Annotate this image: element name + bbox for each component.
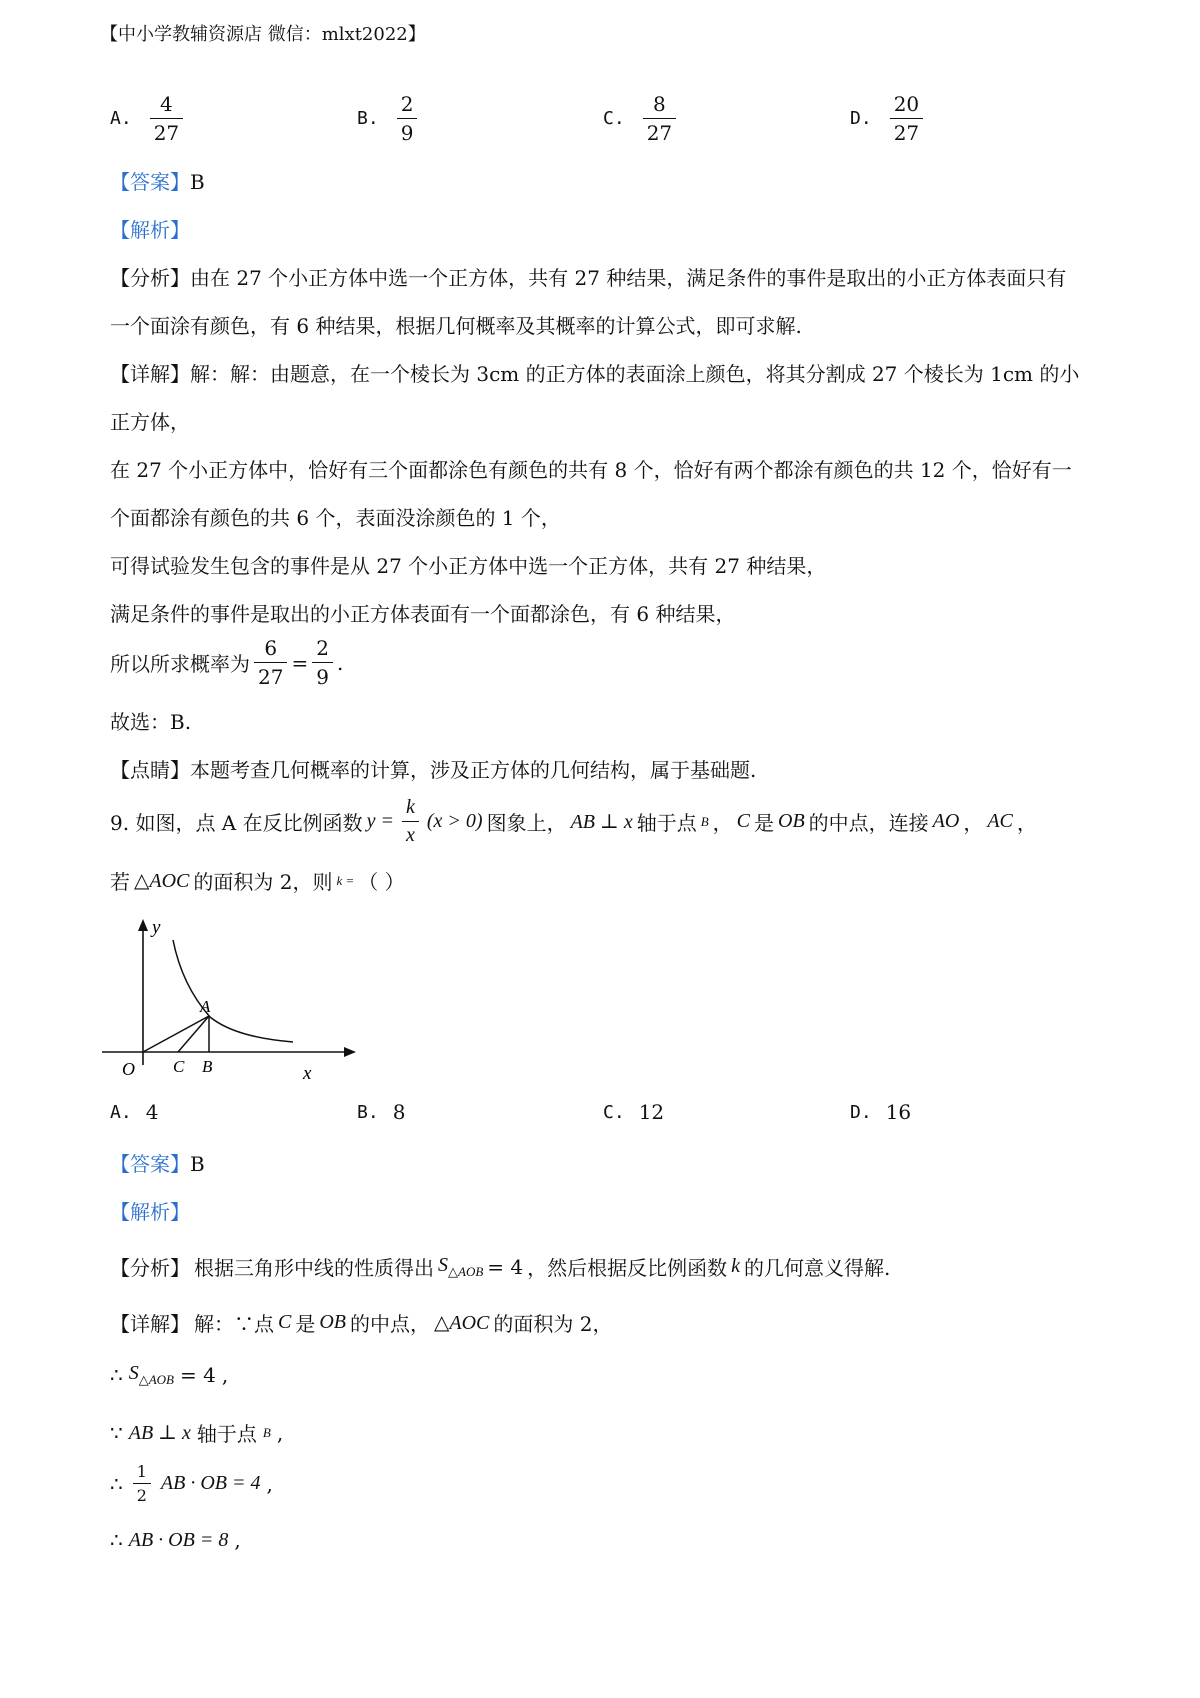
q8-xiangjie-3: 在 27 个小正方体中，恰好有三个面都涂色有颜色的共有 8 个，恰好有两个都涂有颜色的共 12 个，恰好有一 [110, 458, 1072, 482]
q8-fenxi-1 [110, 262, 1066, 291]
math-expr: △AOC [134, 870, 190, 892]
fenxi-text: 由在 27 个小正方体中选一个正方体，共有 27 种结果，满足条件的事件是取出的小正方体表面只有 [190, 266, 1067, 290]
q8-xiangjie-5: 可得试验发生包含的事件是从 27 个小正方体中选一个正方体，共有 27 种结果， [110, 554, 827, 578]
equals-sign: = [291, 650, 309, 675]
hyperbola-curve [173, 940, 293, 1042]
answer-value: B [190, 1152, 205, 1176]
q8-option-a [110, 92, 187, 145]
area-subscript: △AOB [138, 1372, 175, 1387]
q8-option-b [357, 92, 421, 145]
domain-condition: (x > 0) [426, 810, 483, 832]
q9-stem-2 [110, 866, 405, 895]
math-expr: B [700, 813, 709, 829]
punct: , [266, 1471, 273, 1496]
fraction [397, 92, 418, 145]
fraction-half [133, 1462, 151, 1505]
label-C: C [173, 1057, 185, 1076]
watermark: 【中小学教辅资源店 微信：mlxt2022】 [100, 24, 426, 45]
xiangjie-text: 的中点， [350, 1312, 431, 1336]
q8-xiangjie-4: 个面都涂有颜色的共 6 个，表面没涂颜色的 1 个， [110, 506, 561, 530]
fraction [150, 92, 183, 145]
because-symbol: ∵ [110, 1420, 123, 1445]
xiangjie-text: 解：∵点 [194, 1312, 274, 1336]
xiangjie-text: 轴于点 [196, 1422, 257, 1446]
q8-dianjing [110, 754, 756, 783]
stem-text: ， [963, 811, 984, 835]
numerator: 2 [316, 636, 329, 660]
option-label: C. [603, 1101, 625, 1123]
math-expr: k = [336, 872, 355, 888]
q9-xiangjie-3 [110, 1418, 283, 1447]
q8-option-c [603, 92, 680, 145]
jiexi-tag: 【解析】 [110, 1200, 190, 1224]
q8-xiangjie-2: 正方体， [110, 410, 190, 434]
q8-xiangjie-7 [110, 636, 343, 689]
xiangjie-text: 解：解：由题意，在一个棱长为 3cm 的正方体的表面涂上颜色，将其分割成 27 个棱长为 1cm 的小 [190, 362, 1080, 386]
math-expr: OB [778, 810, 805, 832]
q9-fenxi [110, 1252, 890, 1281]
stem-text: ， [712, 811, 733, 835]
stem-text: （ ） [358, 870, 405, 894]
q9-option-b [357, 1100, 405, 1124]
math-expr: AB · OB = 8 [128, 1528, 229, 1551]
label-y: y [152, 917, 161, 938]
q8-answer [110, 166, 205, 195]
therefore-symbol: ∴ [110, 1363, 123, 1387]
answer-tag: 【答案】 [110, 1152, 190, 1176]
option-value: 4 [145, 1100, 159, 1124]
area-S: S [438, 1253, 448, 1276]
fenxi-text: ，然后根据反比例函数 [527, 1256, 728, 1280]
q8-xiangjie-1 [110, 358, 1079, 387]
option-label: B. [357, 108, 379, 129]
denominator: 9 [397, 118, 418, 145]
numerator: k [405, 796, 415, 818]
q9-xiangjie-4 [110, 1462, 273, 1505]
q9-option-c [603, 1100, 664, 1124]
stem-text: ， [1016, 811, 1037, 835]
q9-option-a [110, 1100, 158, 1124]
numerator: 1 [136, 1462, 147, 1481]
math-expr: AB · OB = 4 [160, 1472, 261, 1494]
q9-xiangjie-5 [110, 1528, 241, 1552]
stem-text: 的面积为 2，则 [193, 870, 333, 894]
label-x: x [303, 1063, 312, 1084]
hyperbola-figure [100, 915, 360, 1085]
punct: , [276, 1420, 284, 1445]
stem-text: 是 [754, 811, 774, 835]
numerator: 2 [400, 92, 414, 116]
stem-text: 的中点，连接 [808, 811, 929, 835]
option-label: C. [603, 108, 625, 129]
q9-stem-1 [110, 796, 1037, 847]
answer-tag: 【答案】 [110, 170, 190, 194]
label-A: A [200, 997, 211, 1016]
area-subscript: △AOB [448, 1263, 484, 1279]
fraction [890, 92, 923, 145]
punct: , [221, 1363, 229, 1387]
fraction [643, 92, 676, 145]
fenxi-text: 的几何意义得解. [744, 1256, 891, 1280]
answer-value: B [190, 170, 205, 194]
denominator: 27 [150, 118, 183, 145]
math-expr: AC [987, 810, 1013, 832]
prob-prefix: 所以所求概率为 [110, 652, 250, 676]
math-expr: C [278, 1311, 292, 1333]
denominator: 27 [254, 662, 287, 689]
xiangjie-text: 的面积为 2， [493, 1312, 613, 1336]
fenxi-tag: 【分析】 [110, 1256, 190, 1280]
q9-xiangjie-1 [110, 1308, 613, 1337]
q8-option-d [850, 92, 927, 145]
q8-fenxi-2: 一个面涂有颜色，有 6 种结果，根据几何概率及其概率的计算公式，即可求解. [110, 314, 802, 338]
math-expr: = 4 [487, 1254, 524, 1279]
stem-text: 图象上， [486, 811, 567, 835]
fenxi-text: 根据三角形中线的性质得出 [194, 1256, 434, 1280]
label-B: B [202, 1057, 213, 1076]
numerator: 4 [160, 92, 173, 116]
therefore-symbol: ∴ [110, 1528, 123, 1552]
punct: , [234, 1528, 241, 1552]
q8-xiangjie-8: 故选：B. [110, 710, 192, 734]
option-value: 16 [885, 1100, 912, 1124]
option-label: B. [357, 1101, 379, 1123]
xiangjie-tag: 【详解】 [110, 362, 190, 386]
denominator: 2 [133, 1483, 151, 1505]
numerator: 6 [264, 636, 278, 660]
dianjing-tag: 【点睛】 [110, 758, 190, 782]
fraction-k-over-x [402, 796, 419, 847]
stem-text: 若 [110, 870, 130, 894]
denominator: x [402, 821, 419, 847]
fraction [254, 636, 287, 689]
numerator: 20 [893, 92, 920, 116]
xiangjie-text: 是 [295, 1312, 316, 1336]
math-expr: = 4 [180, 1363, 216, 1387]
math-expr: AB ⊥ x [570, 811, 633, 833]
option-label: A. [110, 108, 132, 129]
math-expr: AB ⊥ x [128, 1422, 191, 1444]
option-value: 8 [392, 1100, 406, 1124]
q9-answer [110, 1148, 205, 1177]
fraction [312, 636, 333, 689]
math-expr: k [731, 1255, 741, 1277]
numerator: 8 [653, 92, 666, 116]
denominator: 27 [890, 118, 923, 145]
option-label: D. [850, 108, 872, 129]
fenxi-tag: 【分析】 [110, 266, 190, 290]
q9-jiexi [110, 1196, 190, 1225]
stem-text: 9. 如图，点 A 在反比例函数 [110, 811, 363, 835]
function-y: y = [366, 810, 394, 832]
area-symbol [438, 1254, 483, 1280]
q8-xiangjie-6: 满足条件的事件是取出的小正方体表面有一个面都涂色，有 6 种结果， [110, 602, 736, 626]
period: . [336, 650, 344, 675]
option-label: A. [110, 1101, 132, 1123]
q9-option-d [850, 1100, 911, 1124]
area-S: S [128, 1362, 139, 1384]
q8-jiexi [110, 214, 190, 243]
y-axis-arrow [138, 919, 148, 931]
math-expr: △AOC [434, 1312, 490, 1334]
stem-text: 轴于点 [636, 811, 697, 835]
xiangjie-tag: 【详解】 [110, 1312, 190, 1336]
q9-xiangjie-2 [110, 1362, 228, 1388]
segment-CA [178, 1016, 209, 1052]
option-value: 12 [638, 1100, 665, 1124]
math-expr: C [736, 810, 750, 832]
option-label: D. [850, 1101, 872, 1123]
math-expr: OB [319, 1311, 347, 1333]
denominator: 9 [312, 662, 333, 689]
math-expr: B [262, 1424, 271, 1440]
dianjing-text: 本题考查几何概率的计算，涉及正方体的几何结构，属于基础题. [190, 758, 757, 782]
area-symbol [129, 1362, 174, 1388]
label-O: O [122, 1059, 135, 1079]
therefore-symbol: ∴ [110, 1471, 123, 1496]
jiexi-tag: 【解析】 [110, 218, 190, 242]
math-expr: AO [932, 810, 960, 832]
segment-OA [143, 1016, 209, 1052]
x-axis-arrow [344, 1047, 356, 1057]
denominator: 27 [643, 118, 676, 145]
